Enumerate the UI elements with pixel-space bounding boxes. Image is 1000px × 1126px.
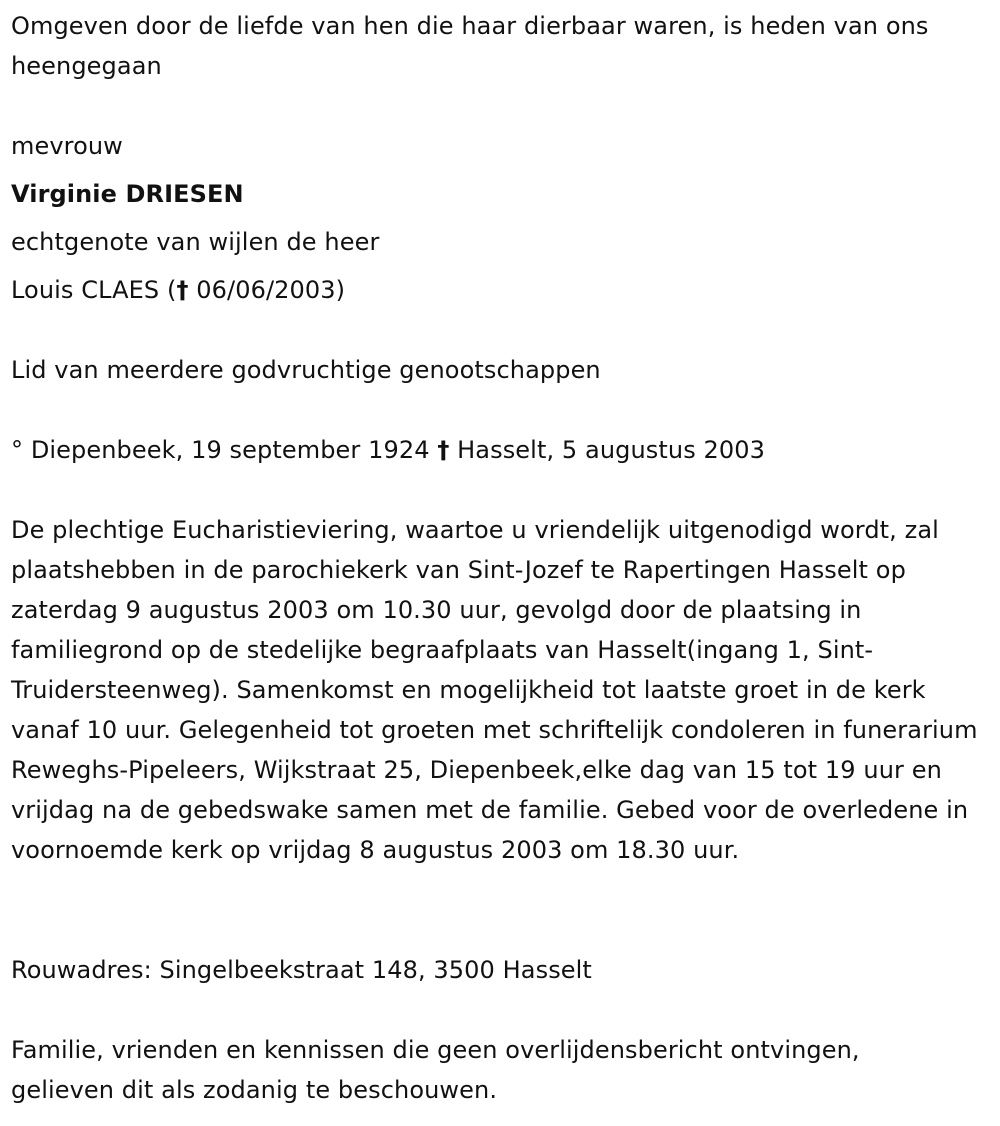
intro-text: Omgeven door de liefde van hen die haar dierbaar waren, is heden van ons heengegaan: [11, 12, 929, 80]
spouse-name: Louis CLAES (: [11, 276, 177, 304]
cross-icon: †: [437, 436, 450, 464]
death-info: Hasselt, 5 augustus 2003: [449, 436, 766, 464]
ceremony-text: De plechtige Eucharistieviering, waartoe u vriendelijk uitgenodigd wordt, zal plaatshebben in de parochiekerk van Sint-Jozef te Rapertingen Hasselt op zaterdag 9 augustus 2003 om 10.30 uur, gevolgd door de plaatsing in familiegrond op de stedelijke begraafplaats van Hasselt(ingang 1, Sint-Truidersteenweg). Samenkomst en mogelijkheid tot laatste groet in de kerk vanaf 10 uur. Gelegenheid tot groeten met schriftelijk condoleren in funerarium Reweghs-Pipeleers, Wijkstraat 25, Diepenbeek,elke dag van 15 tot 19 uur en vrijdag na de gebedswake samen met de familie. Gebed voor de overledene in voornoemde kerk op vrijdag 8 augustus 2003 om 18.30 uur.: [11, 516, 978, 864]
spouse-line: [11, 270, 345, 310]
spouse-relation: echtgenote van wijlen de heer: [11, 228, 380, 256]
address-text: Rouwadres: Singelbeekstraat 148, 3500 Hasselt: [11, 956, 592, 984]
birth-info: ° Diepenbeek, 19 september 1924: [11, 436, 438, 464]
cross-icon: †: [176, 276, 189, 304]
membership-text: Lid van meerdere godvruchtige genootschappen: [11, 356, 601, 384]
deceased-name: Virginie DRIESEN: [11, 180, 244, 208]
title-text: mevrouw: [11, 132, 123, 160]
closing-text: Familie, vrienden en kennissen die geen overlijdensbericht ontvingen, gelieven dit als zodanig te beschouwen.: [11, 1036, 860, 1104]
spouse-death-date: 06/06/2003): [188, 276, 346, 304]
life-dates: [11, 430, 765, 470]
